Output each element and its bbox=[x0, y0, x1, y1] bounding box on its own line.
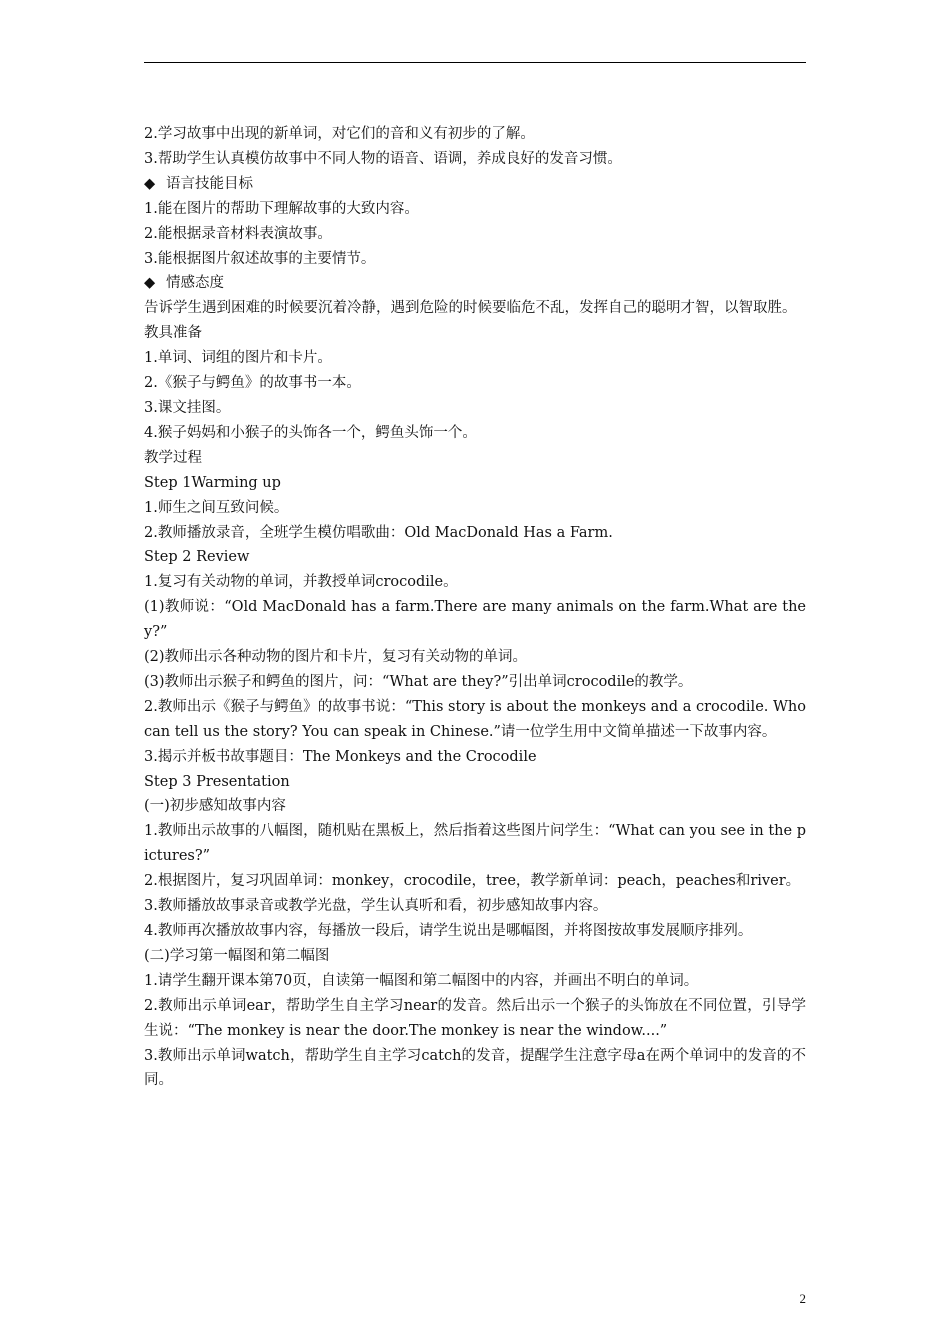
paragraph: 2.教师出示《猴子与鳄鱼》的故事书说：“This story is about the monkeys and a crocodile. Who can tell us the story? You can speak in Chinese.”请一位学生用中文简单描述一下故事内容。 bbox=[144, 698, 806, 740]
header-rule bbox=[144, 62, 806, 63]
diamond-bullet-icon: ◆ bbox=[144, 175, 156, 192]
document-body bbox=[144, 122, 806, 1093]
heading-text: 情感态度 bbox=[166, 275, 224, 292]
section-heading: 教具准备 bbox=[144, 325, 202, 342]
heading-text: 语言技能目标 bbox=[166, 175, 253, 192]
paragraph: 3.课文挂图。 bbox=[144, 399, 231, 416]
diamond-bullet-icon: ◆ bbox=[144, 275, 156, 292]
page-number: 2 bbox=[799, 1291, 806, 1306]
paragraph: 2.教师播放录音，全班学生模仿唱歌曲：Old MacDonald Has a Farm. bbox=[144, 524, 613, 541]
paragraph: 1.能在图片的帮助下理解故事的大致内容。 bbox=[144, 200, 419, 217]
paragraph: 3.教师播放故事录音或教学光盘，学生认真听和看，初步感知故事内容。 bbox=[144, 898, 608, 915]
paragraph: 2.学习故事中出现的新单词，对它们的音和义有初步的了解。 bbox=[144, 126, 535, 142]
paragraph: 2.根据图片，复习巩固单词：monkey，crocodile，tree，教学新单词：peach，peaches和river。 bbox=[144, 873, 801, 890]
paragraph: 3.揭示并板书故事题目：The Monkeys and the Crocodile bbox=[144, 748, 537, 765]
step-heading: Step 1Warming up bbox=[144, 474, 281, 491]
paragraph: 1.教师出示故事的八幅图，随机贴在黑板上，然后指着这些图片问学生：“What can you see in the pictures?” bbox=[144, 823, 806, 865]
section-heading bbox=[144, 271, 806, 296]
paragraph: 2.《猴子与鳄鱼》的故事书一本。 bbox=[144, 375, 361, 392]
paragraph: 1.请学生翻开课本第70页，自读第一幅图和第二幅图中的内容，并画出不明白的单词。 bbox=[144, 972, 699, 989]
paragraph: 4.猴子妈妈和小猴子的头饰各一个，鳄鱼头饰一个。 bbox=[144, 424, 477, 441]
paragraph: 1.复习有关动物的单词，并教授单词crocodile。 bbox=[144, 574, 458, 591]
paragraph: 2.教师出示单词ear，帮助学生自主学习near的发音。然后出示一个猴子的头饰放在不同位置，引导学生说：“The monkey is near the door.The monkey is near the window....” bbox=[144, 997, 806, 1039]
paragraph: 4.教师再次播放故事内容，每播放一段后，请学生说出是哪幅图，并将图按故事发展顺序排列。 bbox=[144, 923, 753, 939]
section-heading: 教学过程 bbox=[144, 449, 202, 466]
paragraph: (2)教师出示各种动物的图片和卡片，复习有关动物的单词。 bbox=[144, 649, 528, 666]
paragraph: 1.师生之间互致问候。 bbox=[144, 499, 289, 516]
paragraph: 2.能根据录音材料表演故事。 bbox=[144, 225, 332, 242]
step-heading: Step 2 Review bbox=[144, 549, 250, 566]
paragraph: 3.帮助学生认真模仿故事中不同人物的语音、语调，养成良好的发音习惯。 bbox=[144, 150, 622, 167]
step-heading: Step 3 Presentation bbox=[144, 773, 290, 790]
sub-heading: (一)初步感知故事内容 bbox=[144, 798, 286, 815]
sub-heading: (二)学习第一幅图和第二幅图 bbox=[144, 947, 330, 964]
paragraph: 1.单词、词组的图片和卡片。 bbox=[144, 350, 332, 367]
paragraph: 告诉学生遇到困难的时候要沉着冷静，遇到危险的时候要临危不乱，发挥自己的聪明才智，以智取胜。 bbox=[144, 300, 797, 317]
paragraph: 3.能根据图片叙述故事的主要情节。 bbox=[144, 250, 376, 267]
paragraph: (1)教师说：“Old MacDonald has a farm.There are many animals on the farm.What are they?” bbox=[144, 599, 806, 641]
section-heading bbox=[144, 172, 806, 197]
paragraph: 3.教师出示单词watch，帮助学生自主学习catch的发音，提醒学生注意字母a在两个单词中的发音的不同。 bbox=[144, 1047, 806, 1089]
paragraph: (3)教师出示猴子和鳄鱼的图片，问：“What are they?”引出单词crocodile的教学。 bbox=[144, 673, 693, 690]
